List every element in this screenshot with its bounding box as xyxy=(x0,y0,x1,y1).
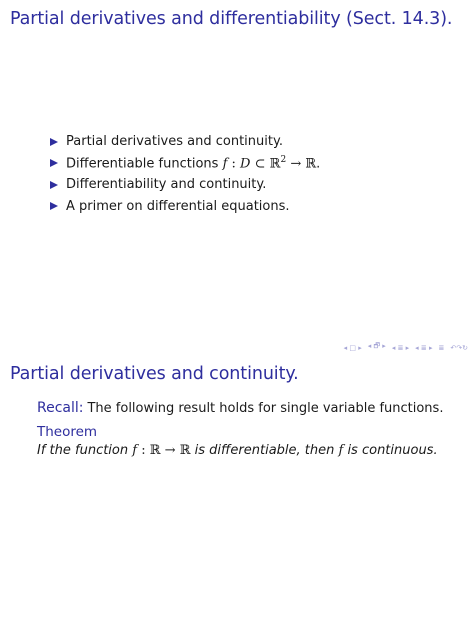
nav-frame-icon[interactable]: ◂ □ ▸ xyxy=(343,343,362,352)
recall-line xyxy=(37,400,443,416)
bullet-list xyxy=(50,131,320,217)
triangle-bullet-icon xyxy=(50,202,58,210)
nav-search-icon[interactable]: ↶↷↻ xyxy=(450,343,468,352)
nav-section-icon[interactable]: ◂ ≣ ▸ xyxy=(391,343,410,352)
slide-title: Partial derivatives and differentiability (Sect. 14.3). xyxy=(10,9,453,29)
nav-part-icon[interactable]: ◂ ≣ ▸ xyxy=(415,343,433,352)
recall-text: The following result holds for single variable functions. xyxy=(87,401,444,416)
triangle-bullet-icon xyxy=(50,159,58,167)
bullet-text: A primer on differential equations. xyxy=(66,198,290,214)
slide-2 xyxy=(0,356,474,632)
nav-subsection-icon[interactable]: ◂ 🗗 ▸ xyxy=(367,342,386,350)
bullet-text: Differentiable functions f : D ⊂ ℝ$^2$ → ℝ. xyxy=(66,155,321,172)
list-item xyxy=(50,174,320,196)
recall-label: Recall: xyxy=(37,400,84,416)
list-item xyxy=(50,153,320,175)
theorem-statement: If the function f : ℝ → ℝ is differentiable, then f is continuous. xyxy=(37,443,438,458)
slide-title: Partial derivatives and continuity. xyxy=(10,364,299,384)
bullet-text: Differentiability and continuity. xyxy=(66,177,267,193)
list-item xyxy=(50,131,320,153)
list-item xyxy=(50,196,320,218)
theorem-label: Theorem xyxy=(37,424,98,440)
nav-menu-icon[interactable]: ≣ xyxy=(438,343,445,352)
triangle-bullet-icon xyxy=(50,181,58,189)
beamer-navigation xyxy=(344,342,468,353)
triangle-bullet-icon xyxy=(50,138,58,146)
bullet-text: Partial derivatives and continuity. xyxy=(66,134,283,150)
